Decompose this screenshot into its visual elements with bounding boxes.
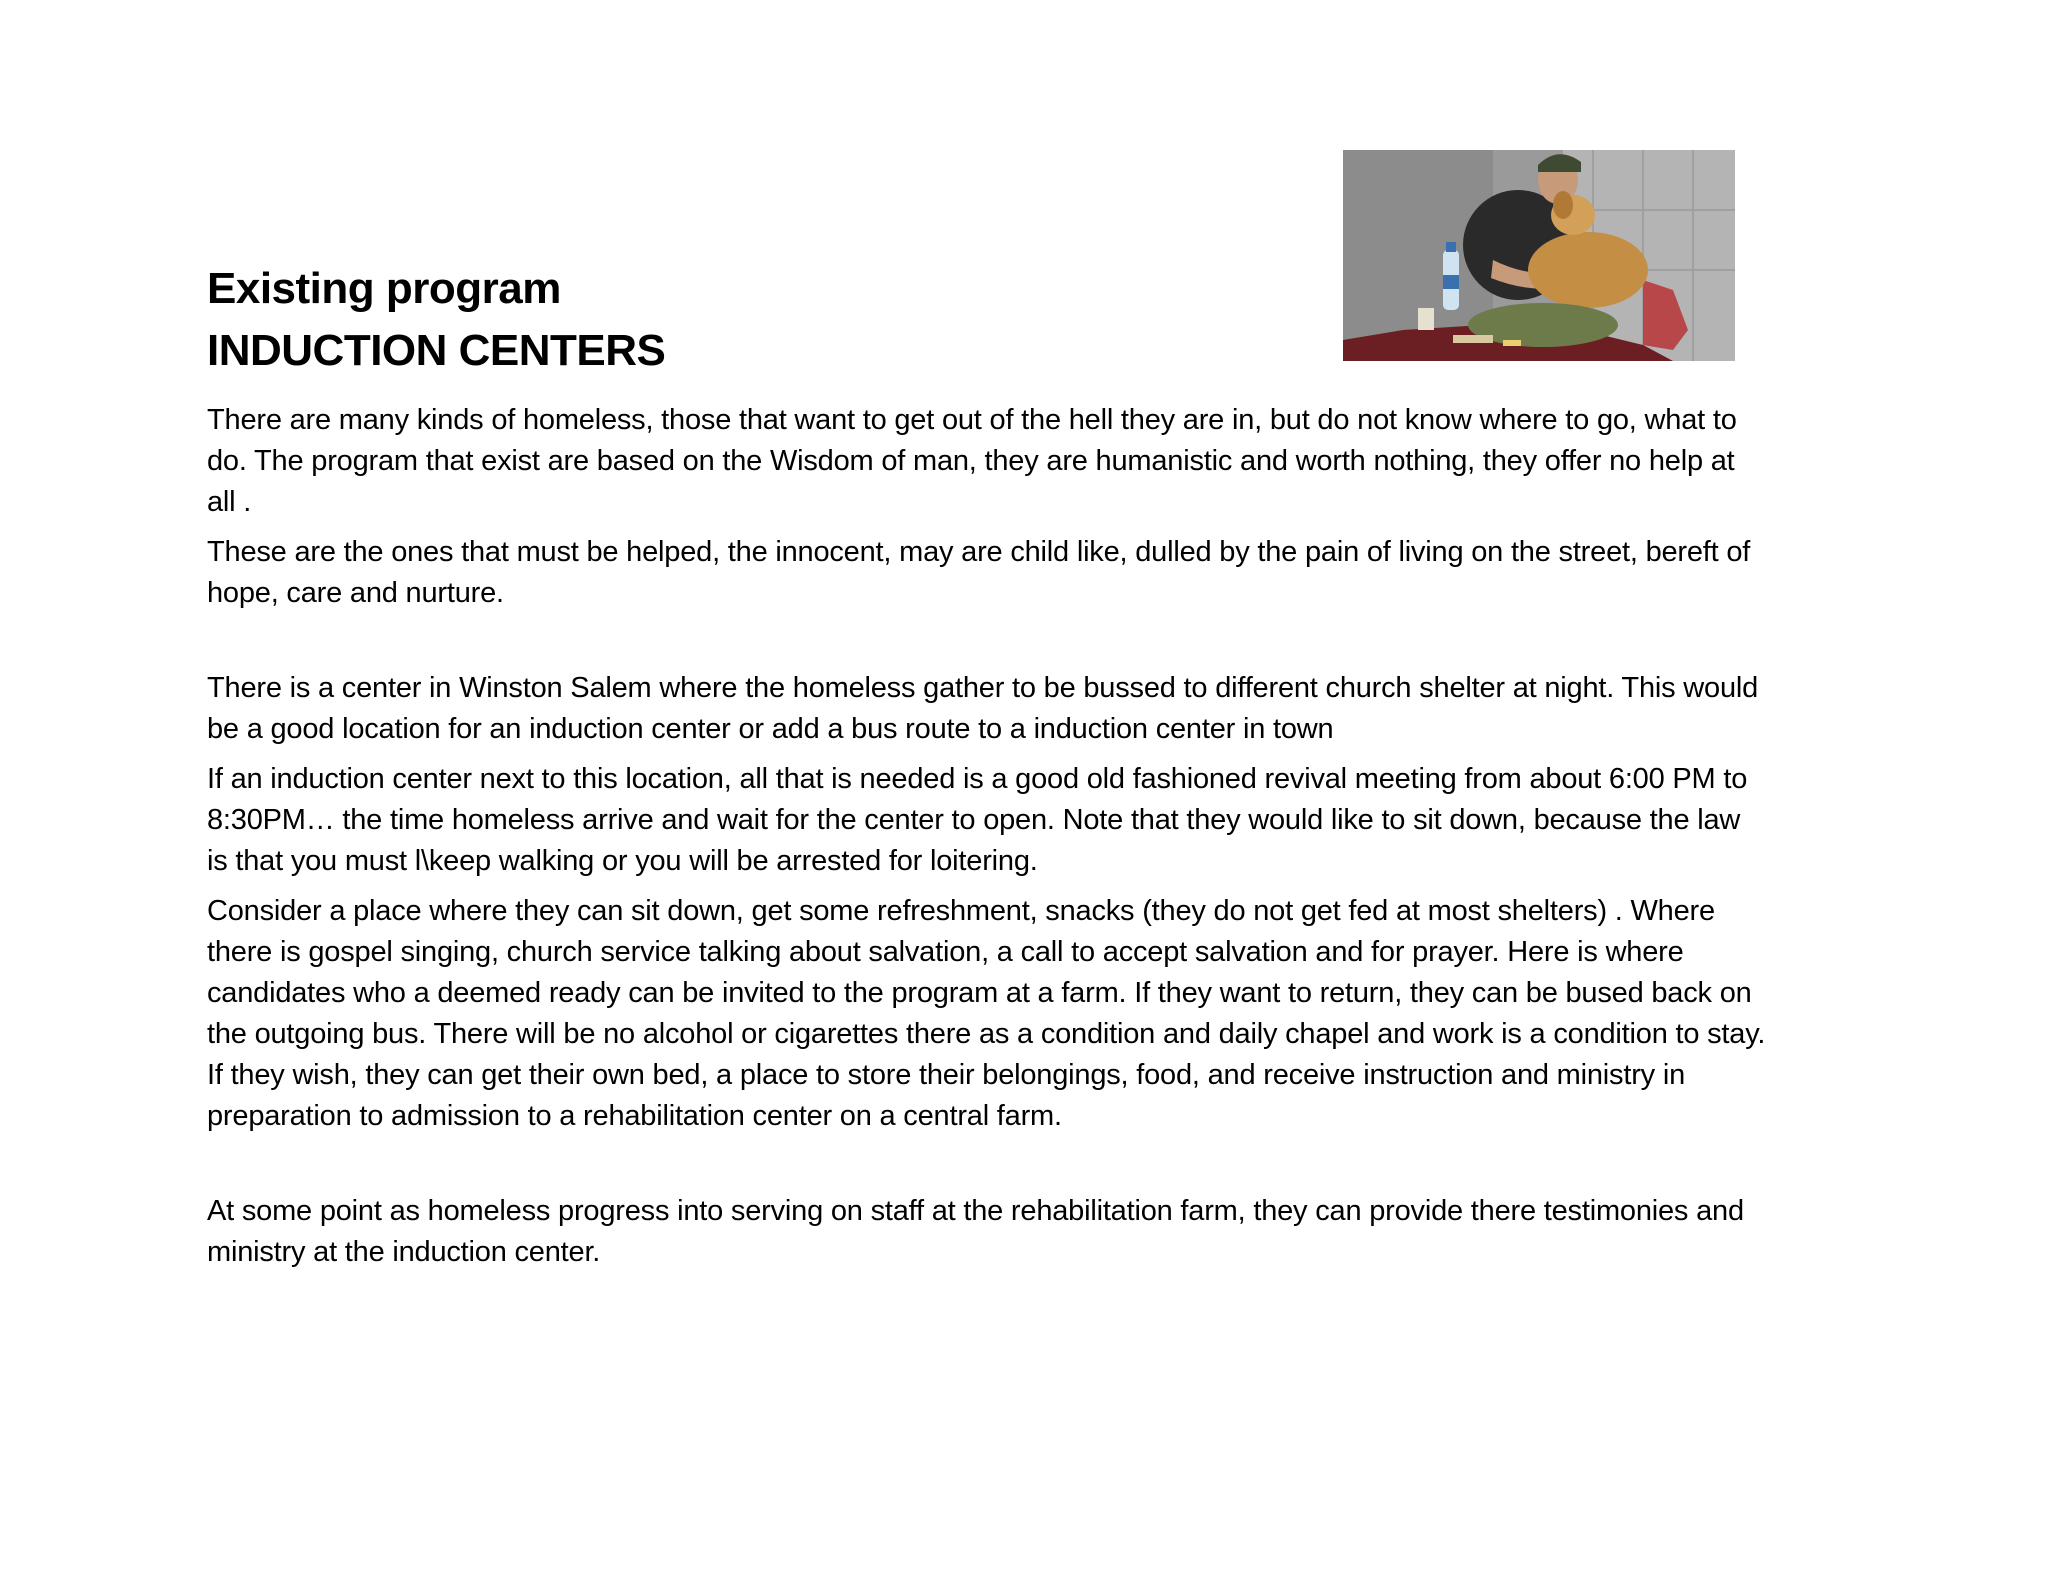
title-line-1: Existing program [207, 264, 561, 313]
title-line-2: INDUCTION CENTERS [207, 326, 666, 375]
photo-homeless-man-with-dog [1343, 150, 1735, 361]
body-text [207, 400, 1767, 1282]
paragraph-1: There are many kinds of homeless, those that want to get out of the hell they are in, but do not know where to go, what to do. The program that exist are based on the Wisdom of man, they are humanistic and worth nothing, they offer no help at all . [207, 404, 1737, 518]
paragraph-6: At some point as homeless progress into serving on staff at the rehabilitation farm, they can provide there testimonies and ministry at the induction center. [207, 1195, 1744, 1268]
paragraph-2: These are the ones that must be helped, the innocent, may are child like, dulled by the pain of living on the street, bereft of hope, care and nurture. [207, 536, 1751, 609]
spacer [207, 1146, 1767, 1191]
spacer [207, 623, 1767, 668]
slide-title [207, 258, 1207, 382]
paragraph-3: There is a center in Winston Salem where the homeless gather to be bussed to different church shelter at night. This would be a good location for an induction center or add a bus route to a induction center in town [207, 672, 1759, 745]
paragraph-5: Consider a place where they can sit down, get some refreshment, snacks (they do not get fed at most shelters) . Where there is gospel singing, church service talking about salvation, a call to accept salvation and for prayer. Here is where candidates who a deemed ready can be invited to the program at a farm. If they want to return, they can be bused back on the outgoing bus. There will be no alcohol or cigarettes there as a condition and daily chapel and work is a condition to stay. If they wish, they can get their own bed, a place to store their belongings, food, and receive instruction and ministry in preparation to admission to a rehabilitation center on a central farm. [207, 895, 1766, 1132]
paragraph-4: If an induction center next to this location, all that is needed is a good old fashioned revival meeting from about 6:00 PM to 8:30PM… the time homeless arrive and wait for the center to open. Note that they would like to sit down, because the law is that you must l\keep walking or you will be arrested for loitering. [207, 763, 1748, 877]
